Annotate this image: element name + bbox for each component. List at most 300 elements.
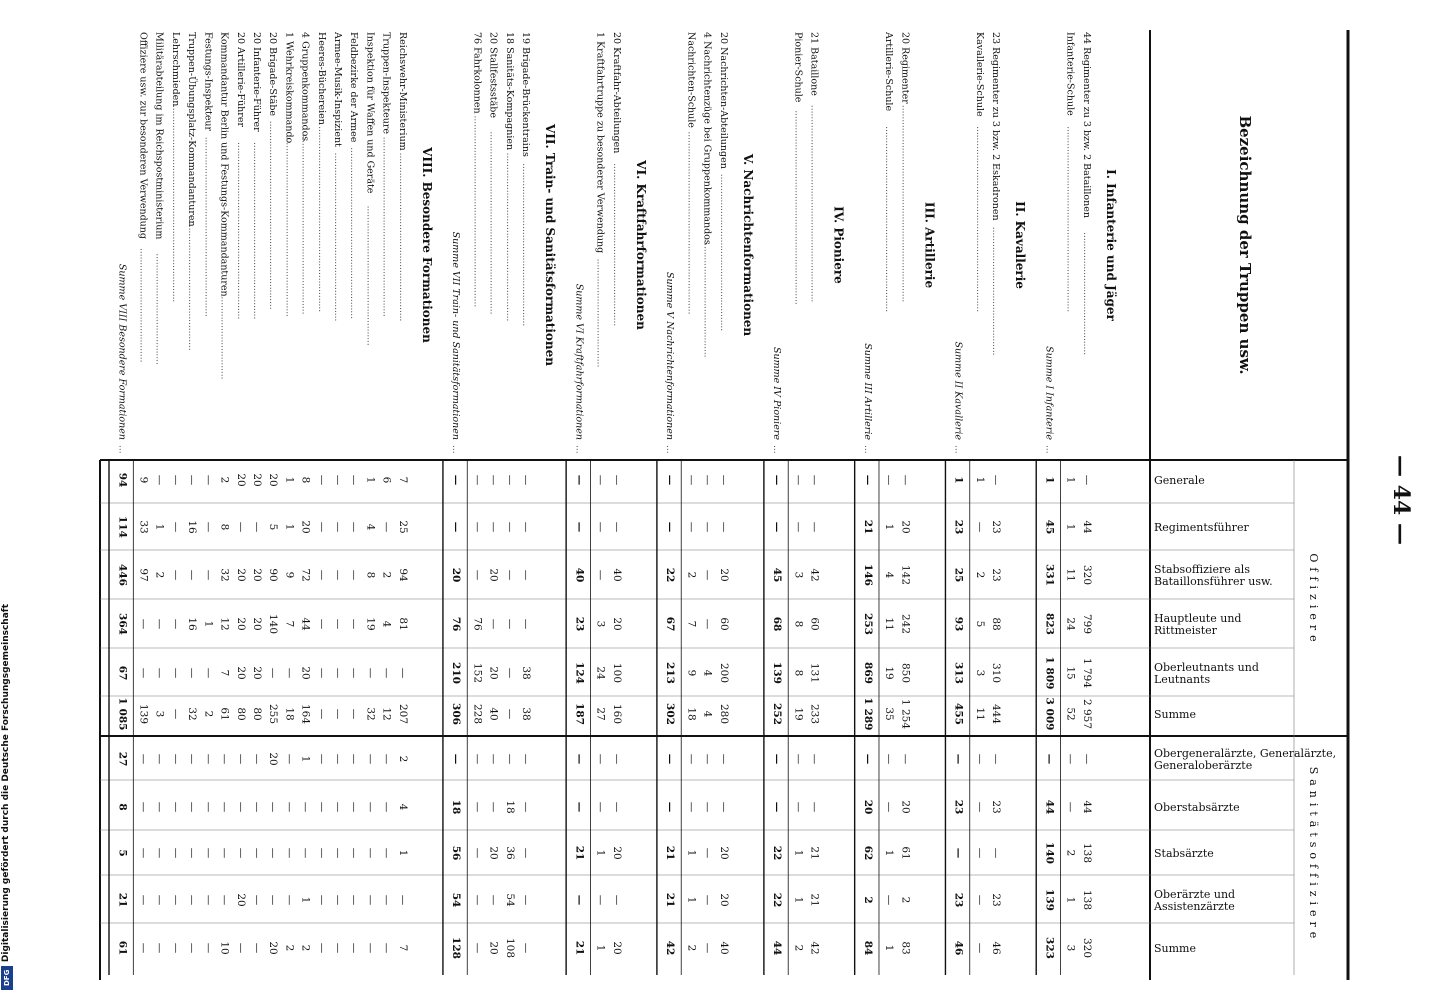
table-cell: 44 <box>771 940 784 956</box>
table-cell: — <box>331 618 344 630</box>
row-label: Militärabteilung im Reichspostministerium <box>153 32 165 240</box>
table-cell: — <box>973 942 986 954</box>
table-cell: — <box>169 753 182 765</box>
table-cell: 20 <box>487 666 500 680</box>
table-cell: — <box>299 847 312 859</box>
row-label: Inspektion für Waffen und Geräte <box>364 32 376 194</box>
row-label: 20 Infanterie-Führer <box>250 32 262 132</box>
table-cell: — <box>186 753 199 765</box>
row-label: Armee-Musik-Inspizient <box>331 32 343 147</box>
table-cell: — <box>792 801 805 813</box>
column-header <box>1154 708 1196 721</box>
table-cell: — <box>973 521 986 533</box>
leader-dots: .............................................................. <box>234 142 245 320</box>
leader-dots: ... <box>1043 445 1054 454</box>
table-cell: 4 <box>701 710 714 718</box>
table-cell: — <box>137 894 150 906</box>
table-cell: — <box>234 942 247 954</box>
table-cell: — <box>861 753 874 765</box>
table-cell: — <box>364 894 377 906</box>
table-cell: 80 <box>250 707 263 721</box>
column-header-text: Hauptleute und <box>1154 612 1242 625</box>
row-label: Truppen-Übungsplatz-Kommandanturen <box>186 32 198 227</box>
table-cell: — <box>137 667 150 679</box>
table-cell: — <box>283 847 296 859</box>
table-cell: — <box>503 521 516 533</box>
table-cell: — <box>169 474 182 486</box>
table-cell: 7 <box>283 620 296 628</box>
group-header-officers: Offiziere <box>1307 553 1320 647</box>
table-cell: — <box>471 569 484 581</box>
column-header-text: Leutnants <box>1154 673 1211 686</box>
table-cell: 253 <box>861 613 874 635</box>
table-cell: 67 <box>664 616 677 632</box>
table-cell: 1 <box>685 849 698 857</box>
table-cell: 21 <box>808 846 821 860</box>
table-cell: — <box>202 847 215 859</box>
table-cell: — <box>234 521 247 533</box>
table-cell: 20 <box>267 941 280 955</box>
table-cell: — <box>573 753 586 765</box>
table-cell: — <box>380 753 393 765</box>
section-heading: V. Nachrichtenformationen <box>740 153 755 337</box>
row-label: Kavallerie-Schule <box>973 32 985 117</box>
table-cell: 1 <box>792 896 805 904</box>
table-cell: — <box>348 618 361 630</box>
table-cell: 32 <box>218 568 231 582</box>
table-cell: — <box>202 521 215 533</box>
table-cell: — <box>701 569 714 581</box>
table-cell: — <box>973 894 986 906</box>
leader-dots: ..................................................................... <box>899 104 910 303</box>
table-cell: — <box>594 569 607 581</box>
table-cell: 869 <box>861 662 874 684</box>
table-cell: 22 <box>771 892 784 908</box>
table-cell: 799 <box>1080 613 1093 635</box>
column-header <box>1153 888 1235 913</box>
table-cell: — <box>952 753 965 765</box>
table-cell: 446 <box>116 564 129 586</box>
table-cell: — <box>331 847 344 859</box>
table-cell: — <box>348 667 361 679</box>
table-cell: — <box>396 667 409 679</box>
table-cell: 20 <box>299 520 312 534</box>
table-cell: — <box>202 942 215 954</box>
table-cell: — <box>792 753 805 765</box>
table-cell: 46 <box>952 940 965 956</box>
row-label: 23 Regimenter zu 3 bzw. 2 Eskadronen <box>990 32 1002 221</box>
table-cell: — <box>169 708 182 720</box>
table-cell: — <box>503 708 516 720</box>
table-cell: 2 <box>283 944 296 952</box>
table-cell: 1 <box>1064 523 1077 531</box>
table-cell: — <box>315 521 328 533</box>
table-cell: — <box>169 569 182 581</box>
table-cell: 20 <box>299 666 312 680</box>
table-cell: — <box>471 894 484 906</box>
table-cell: 306 <box>450 703 463 725</box>
table-cell: — <box>299 801 312 813</box>
row-label: Artillerie-Schule <box>883 32 895 112</box>
table-cell: — <box>450 753 463 765</box>
table-cell: 2 957 <box>1080 698 1093 730</box>
table-cell: — <box>202 894 215 906</box>
table-cell: 22 <box>664 567 677 583</box>
table-cell: — <box>348 942 361 954</box>
table-cell: 35 <box>883 707 896 721</box>
table-cell: — <box>685 474 698 486</box>
table-cell: — <box>1043 753 1056 765</box>
table-cell: — <box>664 474 677 486</box>
table-cell: — <box>186 942 199 954</box>
table-cell: 20 <box>450 567 463 583</box>
table-cell: 1 <box>883 523 896 531</box>
table-cell: 19 <box>364 617 377 631</box>
table-cell: 61 <box>116 940 129 956</box>
table-cell: 54 <box>450 892 463 908</box>
table-cell: 823 <box>1043 613 1056 635</box>
table-cell: 72 <box>299 568 312 582</box>
table-cell: 3 <box>792 571 805 579</box>
table-cell: 1 <box>1064 476 1077 484</box>
sum-row-label: Summe VII Train- und Sanitätsformationen <box>450 231 462 440</box>
table-cell: — <box>348 521 361 533</box>
table-cell: — <box>520 618 533 630</box>
table-cell: 213 <box>664 662 677 684</box>
table-cell: 36 <box>503 846 516 860</box>
table-cell: — <box>792 521 805 533</box>
table-cell: — <box>471 753 484 765</box>
table-cell: 210 <box>450 662 463 684</box>
row-label: 76 Fahrkolonnen <box>471 32 483 114</box>
page-number: — 44 — <box>1388 455 1414 545</box>
table-cell: — <box>137 618 150 630</box>
table-cell: — <box>331 708 344 720</box>
table-title: Bezeichnung der Truppen usw. <box>1236 115 1254 375</box>
table-cell: — <box>610 474 623 486</box>
table-cell: — <box>234 801 247 813</box>
table-cell: 4 <box>883 571 896 579</box>
table-cell: — <box>137 847 150 859</box>
table-cell: — <box>153 474 166 486</box>
table-cell: 18 <box>685 707 698 721</box>
leader-dots: ................................. <box>218 285 229 380</box>
table-cell: — <box>883 801 896 813</box>
row-label: 20 Kraftfahr-Abteilungen <box>610 32 622 154</box>
column-header <box>1154 612 1241 637</box>
table-cell: — <box>186 474 199 486</box>
table-cell: 100 <box>610 662 623 684</box>
table-cell: — <box>348 708 361 720</box>
table-cell: — <box>664 521 677 533</box>
table-cell: — <box>218 894 231 906</box>
table-cell: 18 <box>283 707 296 721</box>
table-cell: 1 <box>594 849 607 857</box>
leader-dots: ................................................................ <box>685 131 696 315</box>
table-cell: 255 <box>267 703 280 725</box>
table-cell: — <box>1080 474 1093 486</box>
table-cell: 1 809 <box>1043 656 1056 690</box>
table-cell: 1 289 <box>861 697 874 731</box>
table-cell: 8 <box>364 571 377 579</box>
column-header-text: Assistenzärzte <box>1154 900 1235 913</box>
table-cell: 80 <box>234 707 247 721</box>
table-cell: 444 <box>990 703 1003 725</box>
table-cell: — <box>348 474 361 486</box>
table-cell: 20 <box>899 520 912 534</box>
table-cell: 9 <box>283 571 296 579</box>
table-cell: — <box>250 894 263 906</box>
group-header-medical: Sanitätsoffiziere <box>1307 766 1320 944</box>
table-cell: — <box>137 801 150 813</box>
leader-dots: ... <box>771 445 782 454</box>
column-header <box>1154 661 1259 686</box>
table-cell: — <box>331 521 344 533</box>
table-cell: — <box>218 801 231 813</box>
table-cell: — <box>186 894 199 906</box>
table-cell: — <box>250 847 263 859</box>
table-cell: — <box>503 753 516 765</box>
table-cell: 2 <box>396 755 409 763</box>
row-label: 44 Regimenter zu 3 bzw. 2 Bataillonen <box>1080 32 1092 218</box>
table-cell: 76 <box>450 616 463 632</box>
sum-row-label: Summe VIII Besondere Formationen <box>116 263 128 440</box>
column-header <box>1154 521 1249 534</box>
table-cell: 18 <box>450 799 463 815</box>
leader-dots: ............................................................... <box>380 136 391 317</box>
table-cell: 20 <box>250 473 263 487</box>
table-cell: — <box>250 942 263 954</box>
table-cell: — <box>331 569 344 581</box>
row-label: Truppen-Inspekteure <box>380 32 392 135</box>
table-cell: — <box>594 474 607 486</box>
leader-dots: ........................................................... <box>331 152 342 322</box>
table-cell: 1 <box>283 476 296 484</box>
row-label: Infanterie-Schule <box>1064 32 1076 116</box>
table-cell: — <box>685 801 698 813</box>
table-cell: 1 <box>364 476 377 484</box>
table-cell: 131 <box>808 662 821 684</box>
column-header-text: Stabsärzte <box>1154 847 1214 860</box>
table-cell: 164 <box>299 703 312 725</box>
table-cell: — <box>487 753 500 765</box>
table-cell: 42 <box>664 940 677 956</box>
table-cell: 52 <box>1064 707 1077 721</box>
digitization-note <box>0 604 14 994</box>
table-cell: 20 <box>234 617 247 631</box>
leader-dots: ............................................................... <box>202 136 213 317</box>
table-cell: 24 <box>594 666 607 680</box>
table-cell: 20 <box>717 568 730 582</box>
table-cell: 7 <box>685 620 698 628</box>
table-cell: 9 <box>137 476 150 484</box>
table-cell: 139 <box>771 662 784 684</box>
leader-dots: ... <box>116 445 127 454</box>
table-cell: — <box>267 667 280 679</box>
table-cell: — <box>487 894 500 906</box>
table-cell: — <box>218 753 231 765</box>
table-cell: — <box>610 753 623 765</box>
table-cell: — <box>348 569 361 581</box>
table-cell: — <box>717 801 730 813</box>
table-cell: 3 009 <box>1043 697 1056 731</box>
table-cell: — <box>267 847 280 859</box>
table-cell: 124 <box>573 662 586 684</box>
table-cell: — <box>137 753 150 765</box>
table-cell: — <box>169 521 182 533</box>
table-cell: 331 <box>1043 564 1056 586</box>
column-header <box>1154 942 1196 955</box>
table-cell: 11 <box>883 617 896 631</box>
table-cell: — <box>283 667 296 679</box>
table-cell: — <box>701 894 714 906</box>
table-cell: 12 <box>380 707 393 721</box>
table-cell: 3 <box>594 620 607 628</box>
table-cell: 139 <box>1043 889 1056 911</box>
table-cell: 27 <box>594 707 607 721</box>
table-cell: — <box>701 801 714 813</box>
column-header-text: Bataillonsführer usw. <box>1154 575 1273 588</box>
table-cell: 7 <box>218 669 231 677</box>
table-cell: — <box>487 618 500 630</box>
table-cell: 4 <box>701 669 714 677</box>
section-heading: III. Artillerie <box>922 201 937 289</box>
row-label: Feldbezirke der Armee <box>348 32 360 143</box>
table-cell: 140 <box>1043 842 1056 864</box>
column-header-text: Stabsoffiziere als <box>1154 563 1250 576</box>
table-cell: 850 <box>899 662 912 684</box>
table-cell: 11 <box>973 707 986 721</box>
table-cell: — <box>202 753 215 765</box>
table-cell: — <box>153 801 166 813</box>
table-cell: — <box>973 801 986 813</box>
table-cell: — <box>487 521 500 533</box>
table-cell: 160 <box>610 703 623 725</box>
table-cell: 1 <box>952 476 965 484</box>
table-cell: 45 <box>1043 519 1056 535</box>
table-cell: 20 <box>234 568 247 582</box>
table-cell: — <box>348 753 361 765</box>
row-label: 20 Nachrichten-Abteilungen <box>717 32 729 169</box>
table-cell: — <box>315 708 328 720</box>
table-cell: — <box>250 801 263 813</box>
row-label: 4 Gruppenkommandos <box>299 32 311 142</box>
leader-dots: ............................................. <box>990 226 1001 356</box>
table-cell: 3 <box>973 669 986 677</box>
table-cell: 21 <box>664 845 677 861</box>
leader-dots: ... <box>573 445 584 454</box>
table-cell: — <box>701 753 714 765</box>
table-cell: 1 <box>283 523 296 531</box>
table-cell: 5 <box>116 849 129 857</box>
table-cell: 187 <box>573 703 586 725</box>
table-cell: 1 <box>883 944 896 952</box>
section-heading: II. Kavallerie <box>1013 201 1028 289</box>
table-cell: 20 <box>861 799 874 815</box>
sum-row-label: Summe VI Kraftfahrformationen <box>573 283 585 440</box>
table-cell: — <box>450 474 463 486</box>
table-cell: — <box>520 521 533 533</box>
table-cell: — <box>153 667 166 679</box>
table-cell: 152 <box>471 662 484 684</box>
table-cell: 20 <box>717 893 730 907</box>
table-cell: 323 <box>1043 937 1056 959</box>
table-cell: 8 <box>299 476 312 484</box>
table-cell: 146 <box>861 564 874 586</box>
table-cell: — <box>380 847 393 859</box>
table-cell: 108 <box>503 937 516 959</box>
table-cell: — <box>990 474 1003 486</box>
leader-dots: ... <box>861 445 872 454</box>
table-cell: 81 <box>396 617 409 631</box>
row-label: 20 Brigade-Stäbe <box>267 32 279 117</box>
leader-dots: ........................................... <box>1080 232 1091 356</box>
table-cell: — <box>471 847 484 859</box>
table-cell: 2 <box>973 571 986 579</box>
table-cell: 20 <box>899 800 912 814</box>
leader-dots: ... <box>952 445 963 454</box>
table-cell: — <box>380 667 393 679</box>
table-cell: — <box>792 474 805 486</box>
table-cell: 21 <box>573 940 586 956</box>
column-header-text: Generale <box>1154 474 1205 487</box>
table-cell: — <box>348 847 361 859</box>
table-cell: 1 085 <box>116 697 129 731</box>
table-cell: — <box>450 521 463 533</box>
table-cell: — <box>664 753 677 765</box>
table-cell: — <box>153 894 166 906</box>
sum-row-label: Summe I Infanterie <box>1043 346 1055 440</box>
table-cell: — <box>610 801 623 813</box>
table-cell: 8 <box>218 523 231 531</box>
leader-dots: ... <box>450 445 461 454</box>
table-cell: 242 <box>899 613 912 635</box>
table-cell: 20 <box>267 473 280 487</box>
table-cell: 20 <box>234 666 247 680</box>
table-cell: 8 <box>116 803 129 811</box>
table-cell: — <box>594 753 607 765</box>
table-cell: 5 <box>973 620 986 628</box>
table-cell: 93 <box>952 616 965 632</box>
table-cell: 138 <box>1080 889 1093 911</box>
table-cell: — <box>503 667 516 679</box>
table-cell: — <box>380 801 393 813</box>
table-cell: 139 <box>137 703 150 725</box>
table-cell: 310 <box>990 662 1003 684</box>
leader-dots: ............................................... <box>186 216 197 351</box>
table-cell: 1 254 <box>899 698 912 730</box>
table-cell: — <box>169 618 182 630</box>
table-cell: — <box>771 521 784 533</box>
table-cell: — <box>153 618 166 630</box>
table-cell: 40 <box>717 941 730 955</box>
table-cell: 2 <box>202 710 215 718</box>
table-cell: — <box>186 847 199 859</box>
table-cell: 94 <box>116 472 129 488</box>
table-cell: 2 <box>153 571 166 579</box>
table-cell: — <box>883 753 896 765</box>
table-cell: 23 <box>990 893 1003 907</box>
table-cell: 200 <box>717 662 730 684</box>
leader-dots: ............................................................ <box>348 147 359 319</box>
table-cell: — <box>701 618 714 630</box>
table-cell: 23 <box>573 616 586 632</box>
table-cell: 1 <box>883 849 896 857</box>
table-cell: 56 <box>450 845 463 861</box>
row-label: 1 Kraftfahrtruppe zu besonderer Verwendung <box>594 32 606 254</box>
table-cell: 280 <box>717 703 730 725</box>
table-cell: 16 <box>186 520 199 534</box>
